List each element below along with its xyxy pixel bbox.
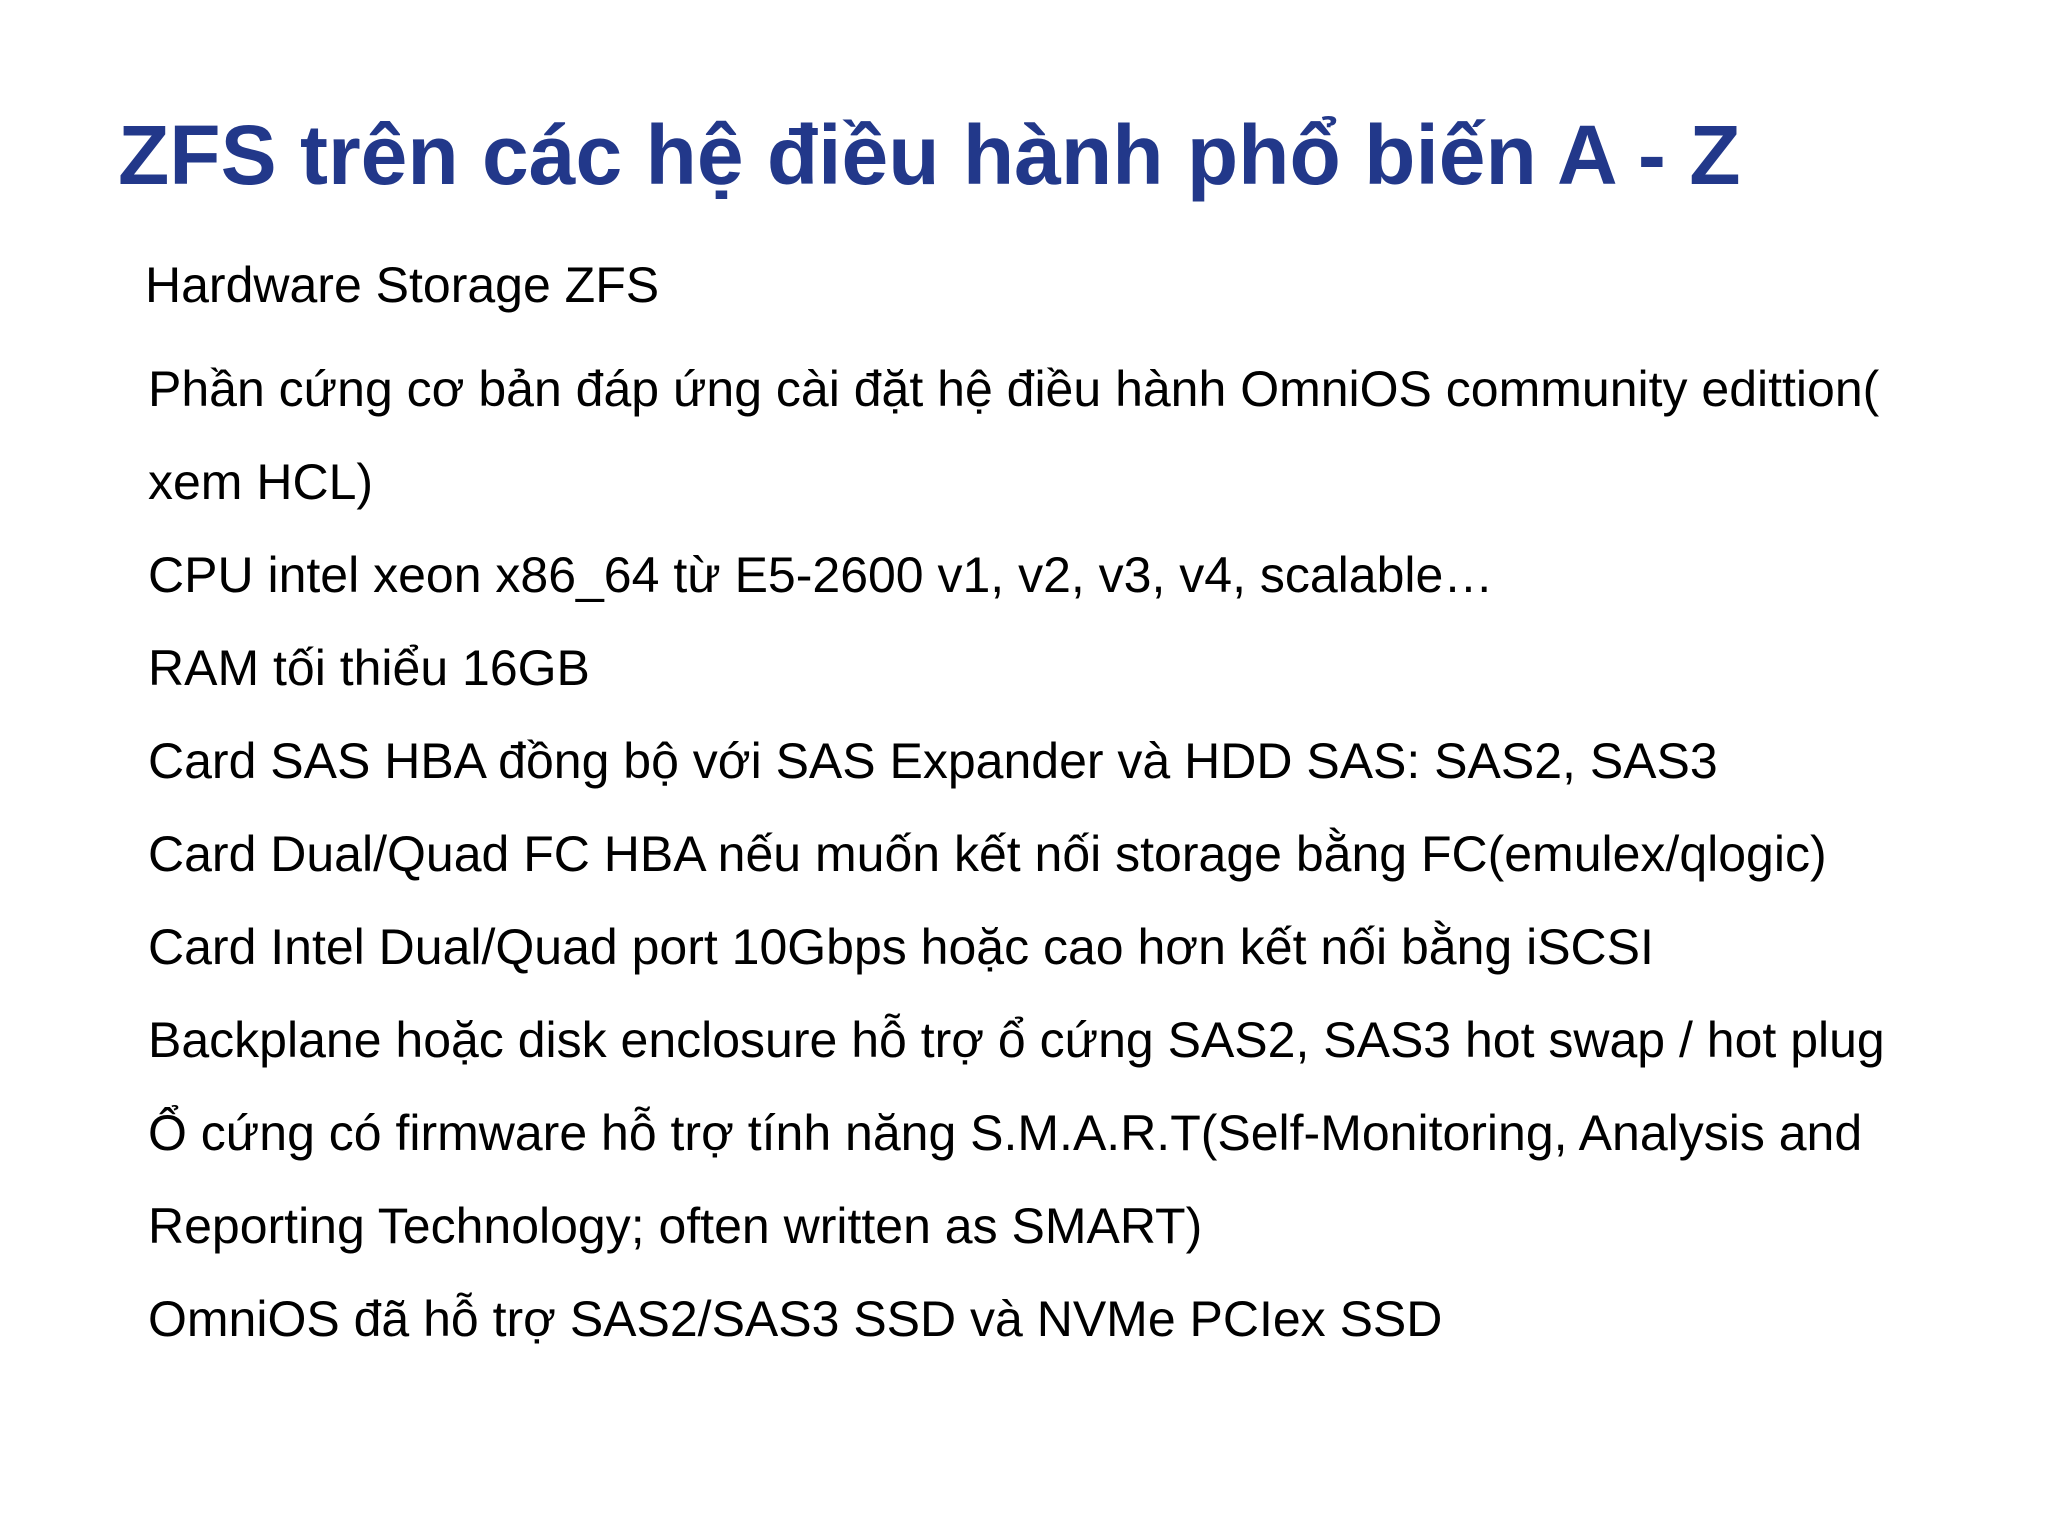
content-line: Backplane hoặc disk enclosure hỗ trợ ổ cứng SAS2, SAS3 hot swap / hot plug (148, 1012, 1885, 1068)
content-line: CPU intel xeon x86_64 từ E5-2600 v1, v2, v3, v4, scalable… (148, 547, 1494, 603)
content-line: Reporting Technology; often written as SMART) (148, 1198, 1203, 1254)
slide-subtitle: Hardware Storage ZFS (145, 257, 660, 313)
content-line: OmniOS đã hỗ trợ SAS2/SAS3 SSD và NVMe PCIex SSD (148, 1291, 1443, 1347)
content-line: Card Intel Dual/Quad port 10Gbps hoặc cao hơn kết nối bằng iSCSI (148, 919, 1654, 975)
content-line: Ổ cứng có firmware hỗ trợ tính năng S.M.A.R.T(Self-Monitoring, Analysis and (148, 1105, 1863, 1161)
slide-title: ZFS trên các hệ điều hành phổ biến A - Z (118, 108, 1741, 202)
content-line: Card SAS HBA đồng bộ với SAS Expander và HDD SAS: SAS2, SAS3 (148, 733, 1718, 789)
content-line: RAM tối thiểu 16GB (148, 640, 590, 696)
content-lines (148, 343, 1885, 1366)
content-line: Phần cứng cơ bản đáp ứng cài đặt hệ điều hành OmniOS community edittion( (148, 361, 1880, 417)
content-line: xem HCL) (148, 454, 374, 510)
content-line: Card Dual/Quad FC HBA nếu muốn kết nối storage bằng FC(emulex/qlogic) (148, 826, 1827, 882)
